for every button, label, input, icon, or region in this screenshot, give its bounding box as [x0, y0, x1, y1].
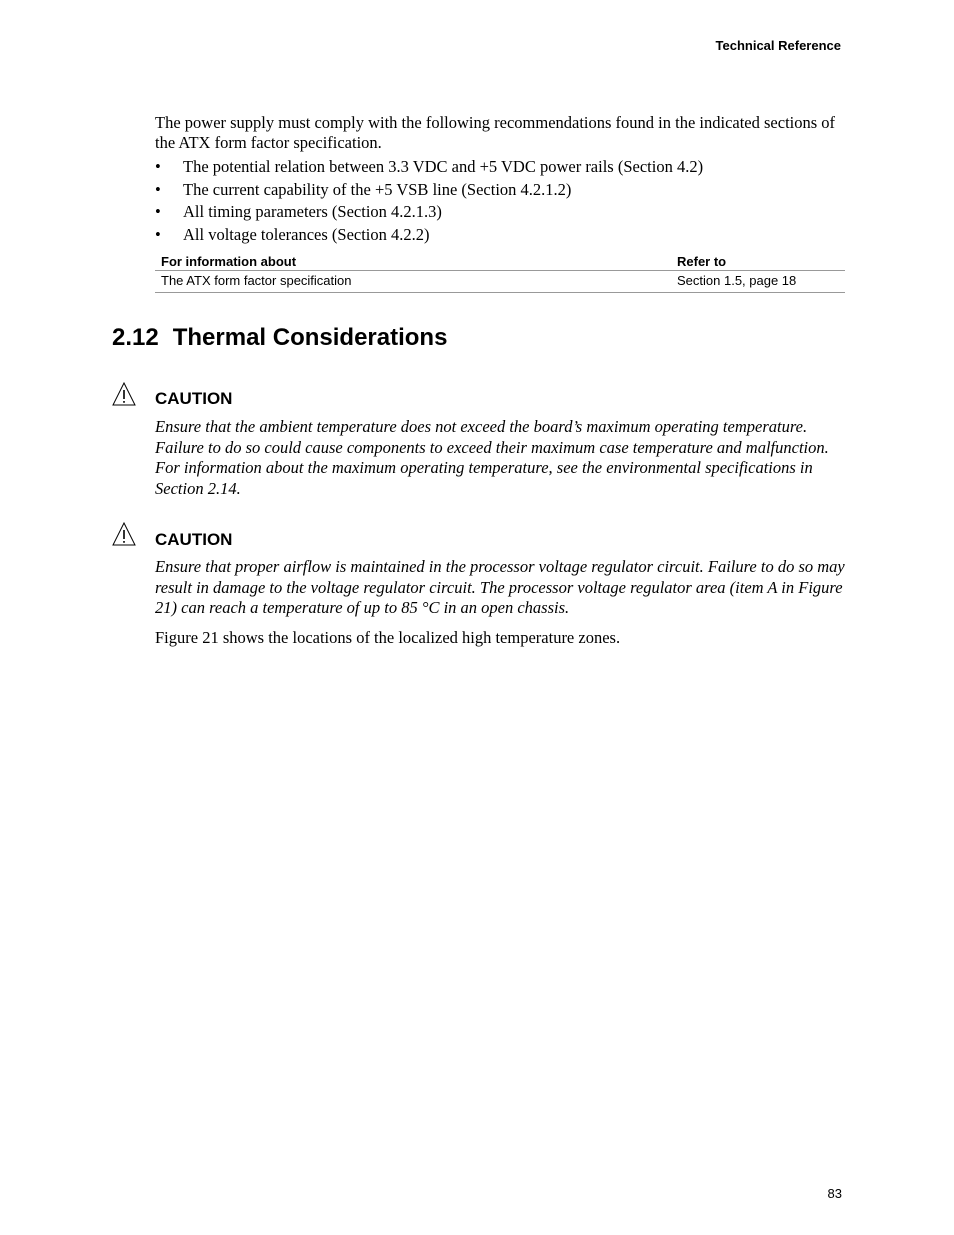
column-header-info: For information about [155, 251, 673, 271]
bullet-symbol: • [155, 202, 161, 222]
caution-text: Ensure that proper airflow is maintained in the processor voltage regulator circuit. Failure to do so may result in damage to the voltage regulator circuit. The processor voltage regulator area (item A in Figure 21) can reach a temperature of up to 85 °C in an open chassis. [155, 557, 845, 617]
intro-paragraph: The power supply must comply with the following recommendations found in the indicated sections of the ATX form factor specification. [155, 113, 836, 152]
warning-triangle-icon [112, 382, 136, 406]
list-item-text: All voltage tolerances (Section 4.2.2) [183, 225, 430, 245]
column-header-refer: Refer to [673, 251, 845, 271]
bullet-symbol: • [155, 225, 161, 245]
figure-reference-paragraph: Figure 21 shows the locations of the localized high temperature zones. [155, 628, 621, 647]
warning-triangle-icon [112, 522, 136, 546]
table-cell-topic: The ATX form factor specification [155, 271, 673, 293]
section-title-text: Thermal Considerations [172, 324, 448, 351]
list-item-text: The current capability of the +5 VSB line (Section 4.2.1.2) [183, 179, 572, 199]
list-item [155, 225, 703, 248]
reference-table [155, 251, 845, 293]
bullet-symbol: • [155, 179, 161, 199]
list-item [155, 180, 703, 203]
caution-text: Ensure that the ambient temperature does not exceed the board’s maximum operating temperature. Failure to do so could cause components to exceed their maximum case temperature and malfunction. For information about the maximum operating temperature, see the environmental specifications in Section 2.14. [155, 417, 829, 498]
section-number: 2.12 [112, 324, 159, 351]
list-item-text: All timing parameters (Section 4.2.1.3) [183, 202, 442, 222]
caution-title: CAUTION [155, 530, 233, 549]
table-cell-reference: Section 1.5, page 18 [673, 271, 845, 293]
list-item [155, 157, 703, 180]
list-item [155, 202, 703, 225]
caution-title: CAUTION [155, 389, 233, 408]
section-heading [112, 324, 447, 352]
list-item-text: The potential relation between 3.3 VDC and +5 VDC power rails (Section 4.2) [183, 157, 704, 176]
bullet-symbol: • [155, 157, 161, 176]
requirements-list [155, 157, 703, 248]
table-header-row [155, 251, 845, 271]
page-number: 83 [827, 1186, 842, 1201]
running-header: Technical Reference [715, 38, 841, 53]
table-row [155, 271, 845, 293]
